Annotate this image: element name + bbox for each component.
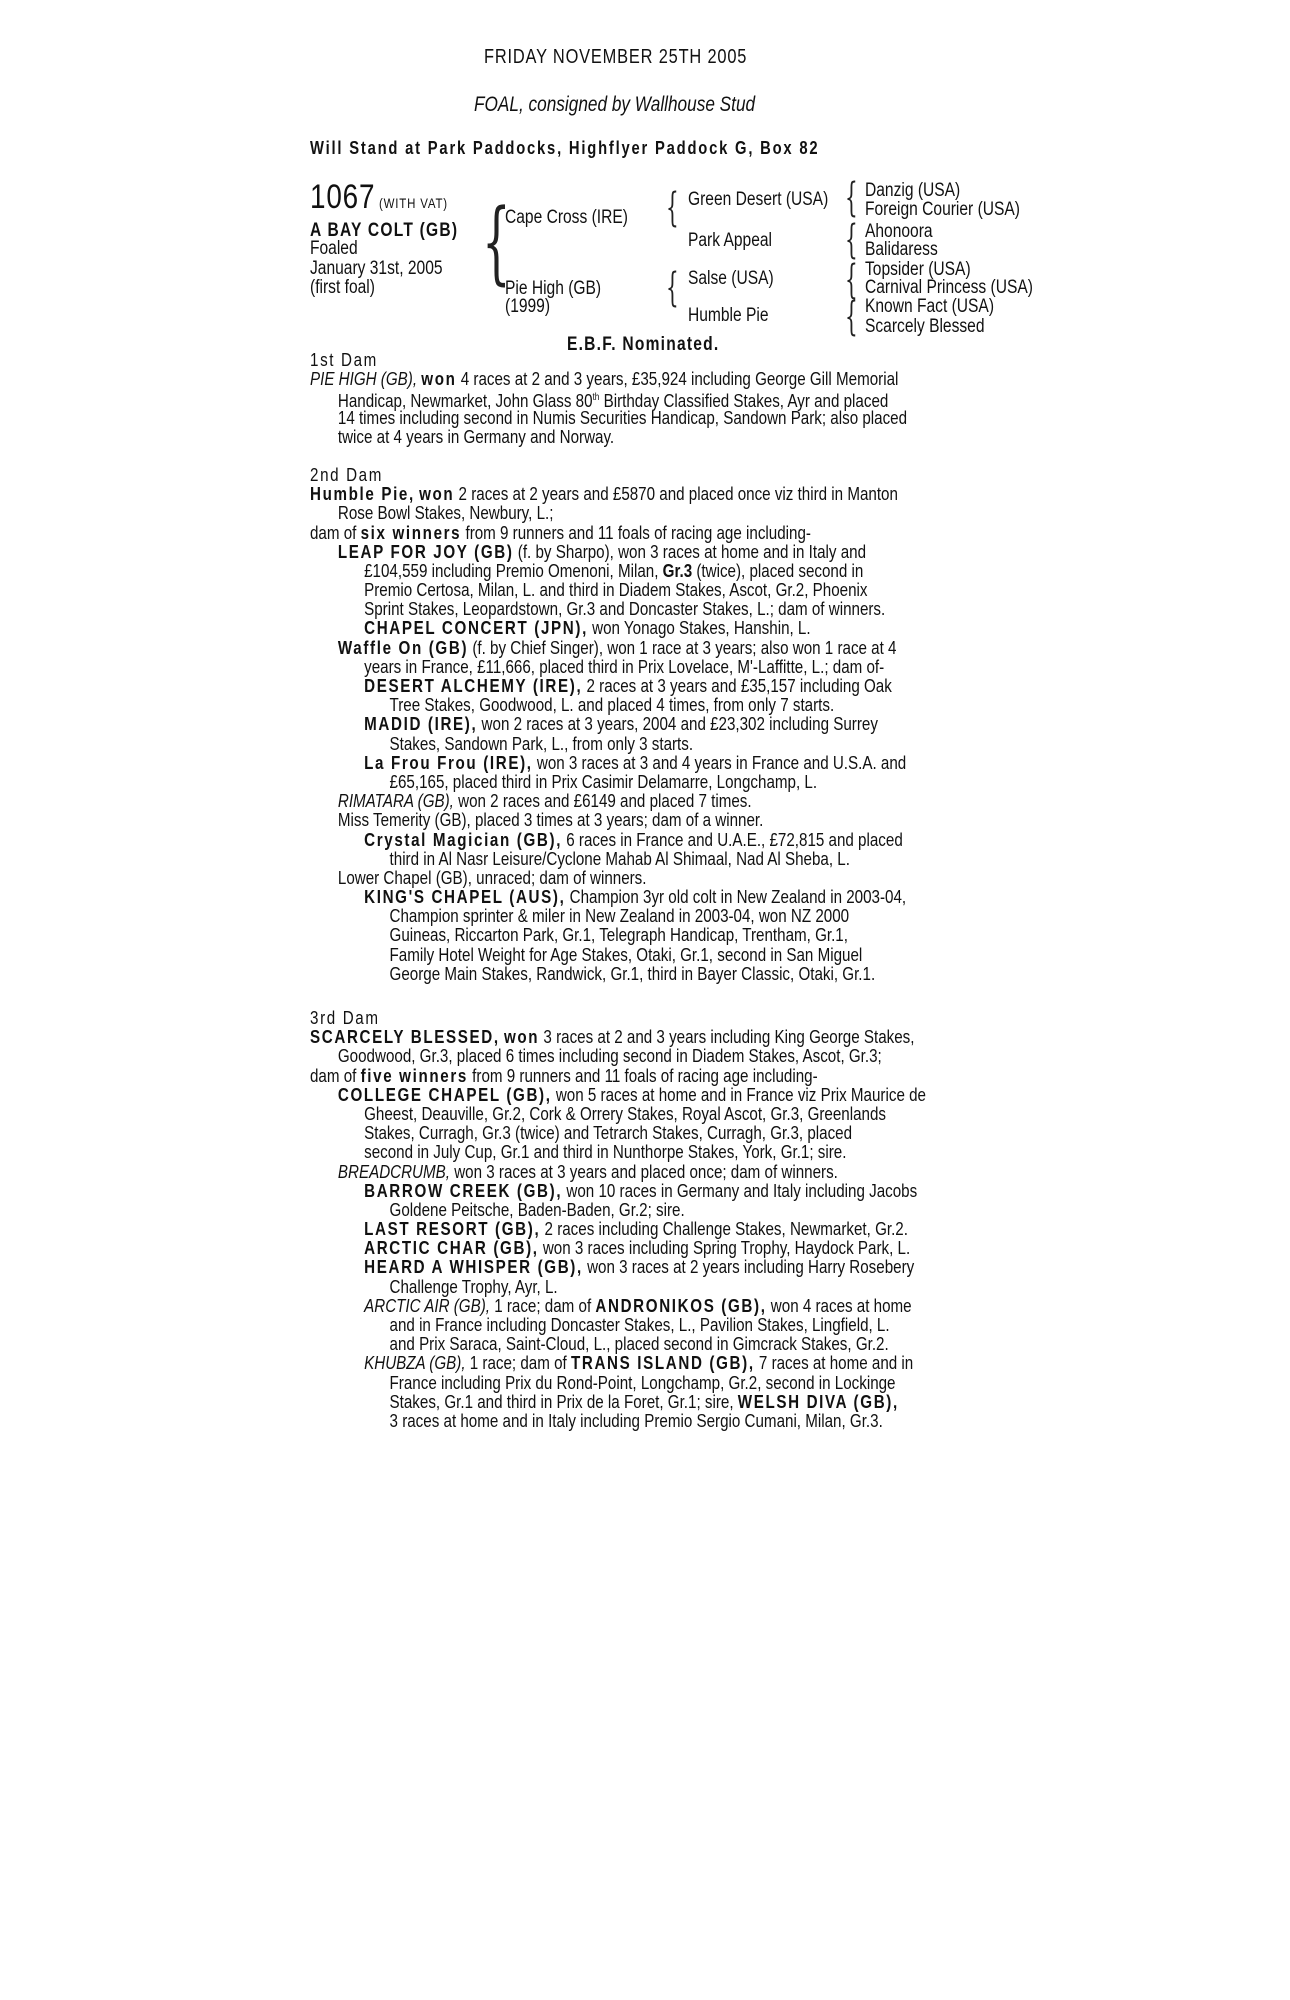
g-brace-3: { <box>845 257 858 303</box>
first-dam-line: PIE HIGH (GB), won 4 races at 2 and 3 years, £35,924 including George Gill Memorial <box>310 368 899 390</box>
consignment-line: FOAL, consigned by Wallhouse Stud <box>473 93 755 116</box>
dam-brace: { <box>666 265 679 311</box>
gg-6: Carnival Princess (USA) <box>865 277 1033 298</box>
third-dam-heading: 3rd Dam <box>310 1007 380 1028</box>
produce-lower-chapel: Lower Chapel (GB), unraced; dam of winners. <box>337 866 647 888</box>
sale-date: FRIDAY NOVEMBER 25TH 2005 <box>484 46 748 68</box>
gg-5: Topsider (USA) <box>865 259 971 280</box>
g-brace-4: { <box>845 294 858 340</box>
gg-1: Danzig (USA) <box>865 180 961 201</box>
sire-sire: Green Desert (USA) <box>688 189 829 210</box>
ebf-nominated: E.B.F. Nominated. <box>567 334 720 355</box>
sire-name: Cape Cross (IRE) <box>505 207 628 228</box>
stand-location: Will Stand at Park Paddocks, Highflyer Paddock G, Box 82 <box>310 138 820 158</box>
lot-description: A BAY COLT (GB) <box>310 220 459 241</box>
dam-year: (1999) <box>505 296 551 317</box>
second-dam-line: Humble Pie, won 2 races at 2 years and £5870 and placed once viz third in Manton <box>310 483 898 505</box>
g-brace-2: { <box>845 217 858 263</box>
sire-brace: { <box>666 185 679 231</box>
produce-breadcrumb: BREADCRUMB, won 3 races at 3 years and placed once; dam of winners. <box>337 1160 838 1182</box>
first-dam-heading: 1st Dam <box>310 349 378 370</box>
dam-dam: Humble Pie <box>688 305 769 326</box>
produce-miss-temerity: Miss Temerity (GB), placed 3 times at 3 years; dam of a winner. <box>337 809 764 831</box>
dam-sire: Salse (USA) <box>688 268 774 289</box>
pedigree-brace: { <box>482 190 511 295</box>
gg-3: Ahonoora <box>865 221 933 242</box>
catalogue-body: 1st Dam PIE HIGH (GB), won 4 races at 2 and 3 years, £35,924 including George Gill Memorial Handicap, Newmarket, John Glass 80th Birthday Classified Stakes, Ayr and placed 14 times including second in Numis Securities Handicap, Sandown Park; also placed twice at 4 years in Germany and Norway. 2nd Dam Humble Pie, won 2 races at 2 years and £5870 and placed once viz third in Manton Rose Bowl Stakes, Newbury, L.; dam of six winners from 9 runners and 11 foals of racing age including- LEAP FOR JOY (GB) (f. by Sharpo), won 3 races at home and in Italy and £104,559 including Premio Omenoni, Milan, Gr.3 (twice), placed second in Premio Certosa, Milan, L. and third in Diadem Stakes, Ascot, Gr.2, Phoenix Sprint Stakes, Leopardstown, Gr.3 and Doncaster Stakes, L.; dam of winners. CHAPEL CONCERT (JPN), won Yonago Stakes, Hanshin, L. Waffle On (GB) (f. by Chief Singer), won 1 race at 3 years; also won 1 race at 4 years in France, £11,666, placed third in Prix Lovelace, M'-Laffitte, L.; dam of- DESERT ALCHEMY (IRE), 2 races at 3 years and £35,157 including Oak Tree Stakes, Goodwood, L. and placed 4 times, from only 7 starts. MADID (IRE), won 2 races at 3 years, 2004 and £23,302 including Surrey Stakes, Sandown Park, L., from only 3 starts. La Frou Frou (IRE), won 3 races at 3 and 4 years in France and U.S.A. and £65,165, placed third in Prix Casimir Delamarre, Longchamp, L. RIMATARA (GB), won 2 races and £6149 and placed 7 times. Miss Temerity (GB), placed 3 times at 3 years; dam of a winner. Crystal Magician (GB), 6 races in France and U.A.E., £72,815 and placed third in Al Nasr Leisure/Cyclone Mahab Al Shimaal, Nad Al Sheba, L. Lower Chapel (GB), unraced; dam of winners. KING'S CHAPEL (AUS), Champion 3yr old colt in New Zealand in 2003-04, Champion sprinter & miler in New Zealand in 2003-04, won NZ 2000 Guineas, Riccarton Park, Gr.1, Telegraph Handicap, Trentham, Gr.1, Family Hotel Weight for Age Stakes, Otaki, Gr.1, second in San Miguel George Main Stakes, Randwick, Gr.1, third in Bayer Classic, Otaki, Gr.1. 3rd Dam SCARCELY BLESSED, won 3 races at 2 and 3 years including King George Stakes, Goodwood, Gr.3, placed 6 times including second in Diadem Stakes, Ascot, Gr.3; dam of five winners from 9 runners and 11 foals of racing age including- COLLEGE CHAPEL (GB), won 5 races at home and in France viz Prix Maurice de Gheest, Deauville, Gr.2, Cork & Orrery Stakes, Royal Ascot, Gr.3, Greenlands Stakes, Curragh, Gr.3 (twice) and Tetrarch Stakes, Curragh, Gr.3, placed second in July Cup, Gr.1 and third in Nunthorpe Stakes, York, Gr.1; sire. BREADCRUMB, won 3 races at 3 years and placed once; dam of winners. BARROW CREEK (GB), won 10 races in Germany and Italy including Jacobs Goldene Peitsche, Baden-Baden, Gr.2; sire. LAST RESORT (GB), 2 races including Challenge Stakes, Newmarket, Gr.2. ARCTIC CHAR (GB), won 3 races including Spring Trophy, Haydock Park, L. HEARD A WHISPER (GB), won 3 races at 2 years including Harry Rosebery Challenge Trophy, Ayr, L. ARCTIC AIR (GB), 1 race; dam of ANDRONIKOS (GB), won 4 races at home and in France including Doncaster Stakes, L., Pavilion Stakes, Lingfield, L. and Prix Saraca, Saint-Cloud, L., placed second in Gimcrack Stakes, Gr.2. KHUBZA (GB), 1 race; dam of TRANS ISLAND (GB), 7 races at home and in France including Prix du Rond-Point, Longchamp, Gr.2, second in Lockinge Stakes, Gr.1 and third in Prix de la Foret, Gr.1; sire, WELSH DIVA (GB), 3 races at home and in Italy including Premio Sergio Cumani, Milan, Gr.3. <box>310 349 926 1431</box>
lot-number: 1067 (WITH VAT) <box>310 178 448 216</box>
first-foal-note: (first foal) <box>310 277 375 298</box>
second-dam-heading: 2nd Dam <box>310 463 384 485</box>
third-dam-line: SCARCELY BLESSED, won 3 races at 2 and 3 years including King George Stakes, <box>310 1026 915 1048</box>
g-brace-1: { <box>845 175 858 221</box>
produce-rimatara: RIMATARA (GB), won 2 races and £6149 and placed 7 times. <box>337 790 752 812</box>
foaled-date: January 31st, 2005 <box>310 258 443 279</box>
sire-dam: Park Appeal <box>688 230 773 251</box>
produce-waffle-on: Waffle On (GB) (f. by Chief Singer), won 1 race at 3 years; also won 1 race at 4 <box>337 636 897 658</box>
dam-name: Pie High (GB) <box>505 278 602 299</box>
produce-leap-for-joy: LEAP FOR JOY (GB) (f. by Sharpo), won 3 races at home and in Italy and <box>337 540 867 562</box>
gg-2: Foreign Courier (USA) <box>865 199 1020 220</box>
foaled-label: Foaled <box>310 238 358 259</box>
gg-4: Balidaress <box>865 239 938 260</box>
produce-college-chapel: COLLEGE CHAPEL (GB), won 5 races at home and in France viz Prix Maurice de <box>337 1083 926 1105</box>
gg-7: Known Fact (USA) <box>865 296 995 317</box>
gg-8: Scarcely Blessed <box>865 316 985 337</box>
